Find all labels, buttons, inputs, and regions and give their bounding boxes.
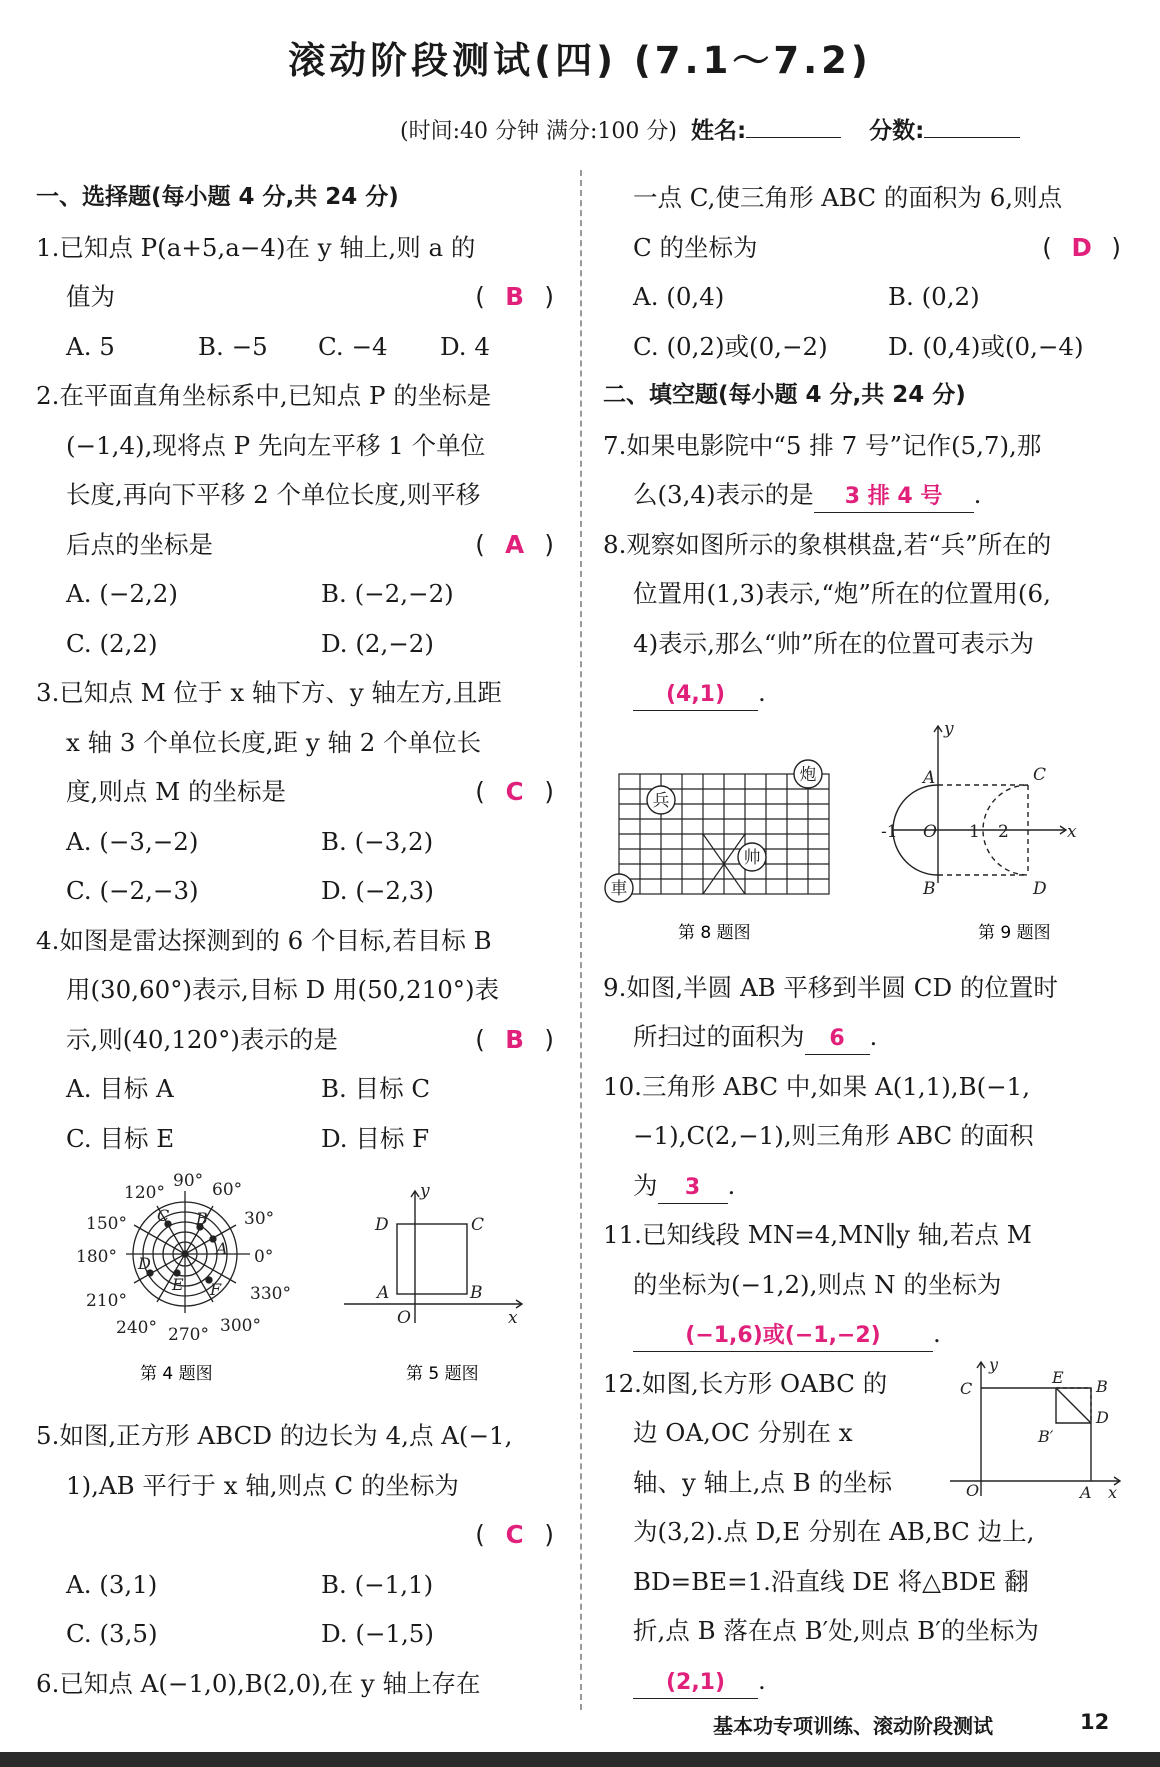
q3-answer: ( C ) (475, 777, 554, 806)
left-column (36, 173, 556, 1708)
q11-line: 的坐标为(−1,2),则点 N 的坐标为 (633, 1269, 1002, 1299)
q4-options (36, 1114, 556, 1164)
piece-bing: 兵 (652, 790, 670, 811)
section-choice-heading: 一、选择题(每小题 4 分,共 24 分) (36, 184, 399, 210)
label-2: 2 (998, 821, 1009, 842)
name-label: 姓名: (690, 118, 747, 144)
option-c: C. −4 (318, 331, 388, 361)
fig9-caption: 第 9 题图 (978, 922, 1051, 943)
q3-options (36, 866, 556, 916)
page-title: 滚动阶段测试(四) (7.1～7.2) (288, 39, 872, 82)
q5-answer: ( C ) (475, 1520, 554, 1549)
q9-line: 所扫过的面积为 6 . (603, 1012, 1123, 1062)
rectangle-fold-figure (948, 1356, 1128, 1506)
score-blank[interactable] (924, 117, 1020, 138)
option-b: B. (−2,−2) (321, 579, 454, 608)
option-c: C. (2,2) (66, 628, 158, 658)
angle-240: 240° (116, 1318, 157, 1338)
angle-60: 60° (212, 1180, 243, 1200)
label-b: B (923, 878, 936, 899)
name-blank[interactable] (746, 117, 841, 138)
q8-line: (4,1) . (603, 668, 1123, 718)
label-o: O (923, 821, 937, 842)
q5-options (36, 1560, 556, 1610)
label-y: y (420, 1181, 430, 1201)
option-c: C. 目标 E (66, 1123, 175, 1153)
q11-line: (−1,6)或(−1,−2) . (603, 1309, 1123, 1359)
q8-answer: (4,1) (633, 680, 758, 711)
question-9 (603, 963, 1123, 1062)
option-d: D. (−2,3) (321, 876, 434, 905)
section-fill-heading: 二、填空题(每小题 4 分,共 24 分) (603, 382, 966, 408)
q6-line: C 的坐标为 ( D ) (603, 223, 1123, 273)
angle-180: 180° (76, 1247, 117, 1267)
label-a: A (1080, 1482, 1092, 1502)
angle-330: 330° (250, 1284, 291, 1304)
q2-line: 后点的坐标是 ( A ) (36, 520, 556, 570)
piece-che: 車 (610, 878, 628, 899)
label-d: D (1096, 1407, 1109, 1427)
label-y: y (989, 1355, 999, 1374)
q4-answer: ( B ) (475, 1024, 554, 1054)
q1-answer: ( B ) (475, 282, 554, 311)
target-c: C (157, 1206, 170, 1225)
chess-and-semicircle-figure (603, 718, 1123, 963)
q1-options (36, 322, 556, 372)
q4-options (36, 1064, 556, 1114)
option-b: B. (−3,2) (321, 826, 434, 856)
question-8 (603, 520, 1123, 718)
figures-4-5 (36, 1163, 556, 1411)
radar-and-square-figure (36, 1163, 556, 1411)
angle-30: 30° (244, 1209, 275, 1229)
q5-line: 5.如图,正方形 ABCD 的边长为 4,点 A(−1, (36, 1421, 513, 1450)
q4-line: 4.如图是雷达探测到的 6 个目标,若目标 B (36, 925, 492, 955)
option-b: B. (0,2) (888, 282, 980, 311)
question-10 (603, 1062, 1123, 1211)
q1-line: 值为 ( B ) (36, 272, 556, 322)
q6-start-line: 6.已知点 A(−1,0),B(2,0),在 y 轴上存在 (36, 1668, 481, 1698)
q12-line: (2,1) . (603, 1656, 1123, 1706)
q7-line: 么(3,4)表示的是 3 排 4 号 . (603, 470, 1123, 520)
option-c: C. (0,2)或(0,−2) (633, 331, 828, 361)
target-d: D (138, 1254, 151, 1273)
label-neg1: -1 (881, 821, 898, 842)
option-c: C. (3,5) (66, 1619, 158, 1648)
label-a: A (377, 1283, 390, 1303)
q11-line: 11.已知线段 MN=4,MN∥y 轴,若点 M (603, 1220, 1032, 1249)
q12-answer: (2,1) (633, 1668, 758, 1699)
figures-8-9 (603, 718, 1123, 963)
q5-answer-line (36, 1510, 556, 1560)
question-3 (36, 668, 556, 916)
question-6-continued (603, 173, 1123, 371)
bottom-bar (0, 1752, 1160, 1767)
q4-line: 示,则(40,120°)表示的是 ( B ) (36, 1015, 556, 1065)
target-e: E (172, 1275, 184, 1294)
q9-line: 9.如图,半圆 AB 平移到半圆 CD 的位置时 (603, 972, 1058, 1002)
page-number: 12 (1080, 1710, 1110, 1734)
q10-line: 10.三角形 ABC 中,如果 A(1,1),B(−1, (603, 1071, 1031, 1101)
label-d: D (375, 1215, 389, 1235)
option-a: A. 目标 A (66, 1074, 174, 1103)
label-c: C (960, 1378, 973, 1398)
q12-line: 边 OA,OC 分别在 x (633, 1418, 853, 1447)
q9-answer: 6 (805, 1024, 870, 1055)
q10-line: −1),C(2,−1),则三角形 ABC 的面积 (633, 1121, 1034, 1150)
q5-line: 1),AB 平行于 x 轴,则点 C 的坐标为 (66, 1470, 459, 1500)
q8-line: 8.观察如图所示的象棋棋盘,若“兵”所在的 (603, 529, 1052, 559)
target-f: F (210, 1280, 222, 1299)
angle-150: 150° (86, 1214, 127, 1234)
q7-line: 7.如果电影院中“5 排 7 号”记作(5,7),那 (603, 430, 1042, 460)
q5-options (36, 1609, 556, 1659)
option-a: A. 5 (66, 331, 115, 361)
label-c: C (471, 1215, 485, 1235)
piece-pao: 炮 (799, 764, 817, 785)
q2-line: 2.在平面直角坐标系中,已知点 P 的坐标是 (36, 381, 492, 410)
option-d: D. (0,4)或(0,−4) (888, 331, 1084, 361)
target-a: A (216, 1239, 228, 1258)
time-score-info: (时间:40 分钟 满分:100 分) (400, 119, 677, 144)
angle-120: 120° (124, 1183, 165, 1203)
option-a: A. (3,1) (66, 1569, 158, 1599)
q6-answer: ( D ) (1042, 232, 1121, 262)
label-c: C (1033, 764, 1047, 785)
option-a: A. (−2,2) (66, 579, 178, 608)
label-e: E (1052, 1367, 1064, 1387)
q12-line: BD=BE=1.沿直线 DE 将△BDE 翻 (633, 1566, 1029, 1596)
label-o: O (397, 1308, 411, 1328)
q3-line: x 轴 3 个单位长度,距 y 轴 2 个单位长 (66, 727, 482, 757)
question-2 (36, 371, 556, 668)
question-1 (36, 223, 556, 372)
question-12 (603, 1355, 1123, 1706)
label-x: x (508, 1308, 518, 1328)
q3-line: 度,则点 M 的坐标是 ( C ) (36, 767, 556, 817)
column-divider (580, 170, 582, 1710)
label-1: 1 (969, 821, 980, 842)
option-a: A. (0,4) (633, 282, 725, 311)
option-d: D. (2,−2) (321, 628, 434, 658)
q6-line: 一点 C,使三角形 ABC 的面积为 6,则点 (633, 183, 1063, 212)
target-b: B (196, 1209, 208, 1228)
fig4-caption: 第 4 题图 (140, 1364, 213, 1384)
angle-270: 270° (168, 1325, 209, 1345)
angle-300: 300° (220, 1316, 261, 1336)
q2-options (36, 619, 556, 669)
q2-options (36, 569, 556, 619)
option-b: B. (−1,1) (321, 1569, 434, 1599)
angle-0: 0° (254, 1247, 274, 1267)
question-5 (36, 1411, 556, 1659)
option-c: C. (−2,−3) (66, 876, 199, 905)
q3-line: 3.已知点 M 位于 x 轴下方、y 轴左方,且距 (36, 678, 502, 707)
q12-line: 轴、y 轴上,点 B 的坐标 (633, 1467, 892, 1497)
q12-line: 12.如图,长方形 OABC 的 (603, 1368, 888, 1398)
q2-line: (−1,4),现将点 P 先向左平移 1 个单位 (66, 430, 486, 460)
angle-210: 210° (86, 1291, 127, 1311)
option-d: D. 4 (440, 331, 490, 361)
question-11 (603, 1210, 1123, 1359)
q4-line: 用(30,60°)表示,目标 D 用(50,210°)表 (66, 975, 500, 1004)
label-y: y (944, 718, 954, 739)
radar-figure (126, 1191, 250, 1313)
label-b-prime: B′ (1038, 1426, 1054, 1446)
q8-line: 位置用(1,3)表示,“炮”所在的位置用(6, (633, 579, 1051, 608)
q12-line: 为(3,2).点 D,E 分别在 AB,BC 边上, (633, 1517, 1035, 1546)
q10-line: 为 3 . (603, 1161, 1123, 1211)
q1-line: 1.已知点 P(a+5,a−4)在 y 轴上,则 a 的 (36, 232, 476, 262)
option-d: D. 目标 F (321, 1123, 430, 1153)
q11-answer: (−1,6)或(−1,−2) (633, 1321, 933, 1352)
q2-answer: ( A ) (475, 529, 554, 559)
square-figure (344, 1191, 522, 1323)
footer-text: 基本功专项训练、滚动阶段测试 (713, 1714, 993, 1738)
q6-options (603, 272, 1123, 322)
label-x: x (1067, 821, 1077, 842)
question-4 (36, 916, 556, 1164)
fig8-caption: 第 8 题图 (678, 922, 751, 943)
score-label: 分数: (869, 118, 925, 144)
label-b: B (470, 1283, 483, 1303)
right-column (603, 173, 1123, 1705)
option-b: B. −5 (198, 331, 268, 361)
q12-line: 折,点 B 落在点 B′处,则点 B′的坐标为 (633, 1616, 1039, 1645)
label-b: B (1096, 1376, 1108, 1396)
label-d: D (1033, 878, 1047, 899)
label-x: x (1108, 1482, 1118, 1502)
q3-options (36, 817, 556, 867)
q2-line: 长度,再向下平移 2 个单位长度,则平移 (66, 480, 481, 509)
fig5-caption: 第 5 题图 (406, 1364, 479, 1384)
q7-answer: 3 排 4 号 (814, 482, 974, 513)
angle-90: 90° (173, 1171, 204, 1191)
piece-shuai: 帅 (743, 847, 761, 868)
semicircle-figure (893, 726, 1066, 883)
test-meta (400, 112, 1020, 145)
q6-options (603, 322, 1123, 372)
label-o: O (966, 1480, 980, 1500)
q10-answer: 3 (658, 1173, 728, 1204)
option-a: A. (−3,−2) (66, 826, 199, 856)
option-d: D. (−1,5) (321, 1619, 434, 1648)
q8-line: 4)表示,那么“帅”所在的位置可表示为 (633, 628, 1034, 658)
option-b: B. 目标 C (321, 1074, 431, 1103)
label-a: A (923, 767, 936, 788)
question-7 (603, 421, 1123, 520)
